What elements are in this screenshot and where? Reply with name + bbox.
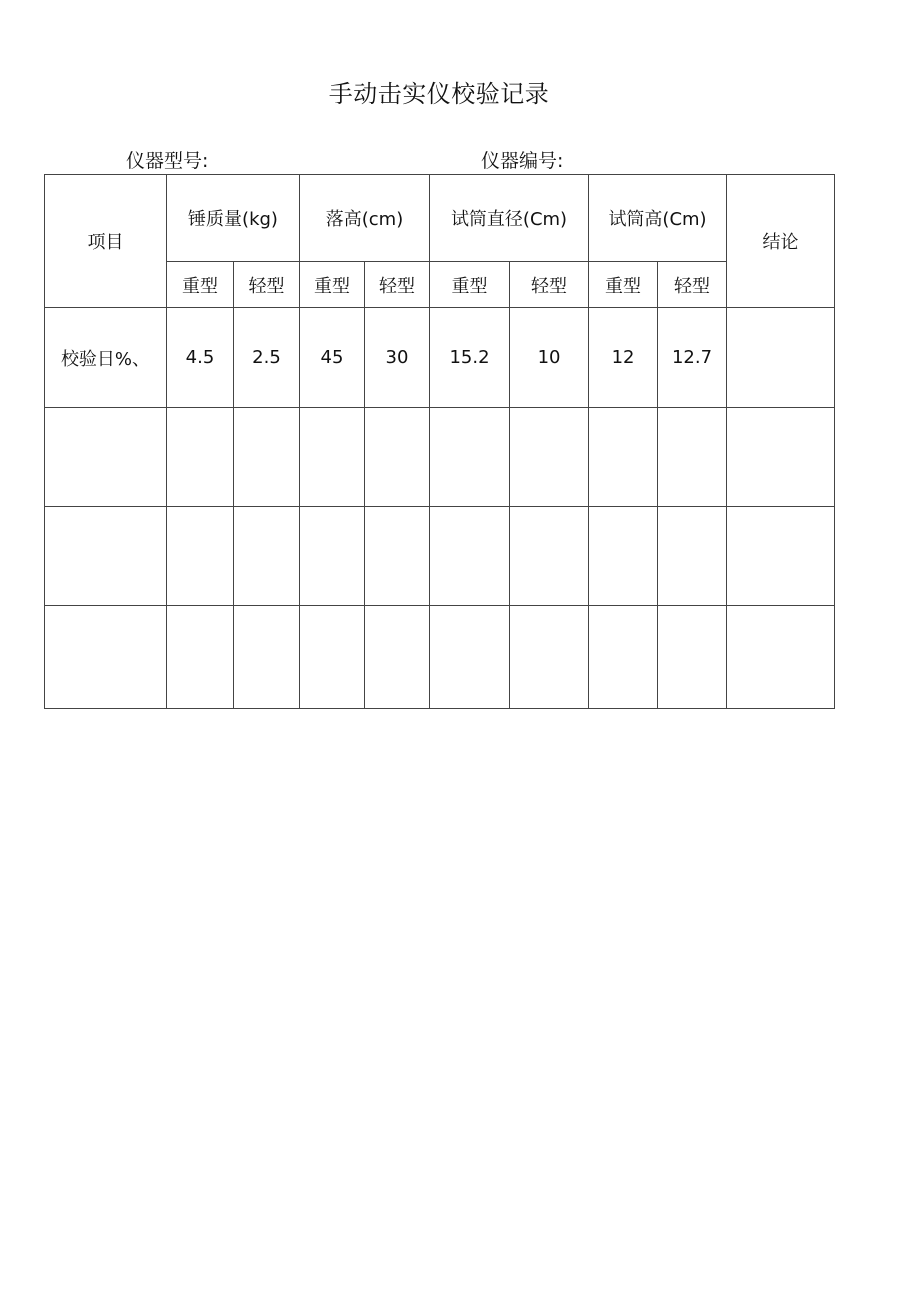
table-cell [510,507,589,606]
subheader-heavy: 重型 [430,262,510,308]
table-cell [300,408,365,507]
subheader-heavy: 重型 [300,262,365,308]
table-cell [300,507,365,606]
header-drop-height: 落高(cm) [300,175,430,262]
table-cell [510,408,589,507]
header-cylinder-diameter: 试筒直径(Cm) [430,175,589,262]
table-cell: 30 [365,308,430,408]
table-cell [430,507,510,606]
calibration-record-table [44,174,835,709]
table-cell: 2.5 [234,308,300,408]
header-hammer-mass: 锤质量(kg) [167,175,300,262]
table-cell [365,408,430,507]
subheader-light: 轻型 [365,262,430,308]
table-cell [658,606,727,709]
instrument-serial-label: 仪器编号: [481,150,564,172]
table-cell [589,507,658,606]
table-cell [430,606,510,709]
table-cell: 12.7 [658,308,727,408]
instrument-model-label: 仪器型号: [126,150,209,172]
table-cell [727,507,835,606]
subheader-light: 轻型 [234,262,300,308]
table-row [45,408,835,507]
table-header-row [45,175,835,262]
table-cell: 15.2 [430,308,510,408]
conclusion-cell [727,308,835,408]
table-row [45,308,835,408]
subheader-light: 轻型 [510,262,589,308]
header-item: 项目 [45,175,167,308]
table-cell [45,507,167,606]
table-cell [589,606,658,709]
table-cell [365,606,430,709]
table-cell: 4.5 [167,308,234,408]
header-cylinder-height: 试筒高(Cm) [589,175,727,262]
table-cell [234,408,300,507]
table-cell [430,408,510,507]
table-cell [658,507,727,606]
table-cell [167,408,234,507]
table-row [45,606,835,709]
table-cell [45,408,167,507]
table-cell [727,606,835,709]
subheader-light: 轻型 [658,262,727,308]
table-cell [167,507,234,606]
table-cell [365,507,430,606]
table-cell [589,408,658,507]
table-cell: 45 [300,308,365,408]
page-title: 手动击实仪校验记录 [328,80,550,108]
table-row [45,507,835,606]
header-conclusion: 结论 [727,175,835,308]
table-cell [658,408,727,507]
row-label: 校验日%、 [45,308,167,408]
table-cell [300,606,365,709]
table-cell: 12 [589,308,658,408]
subheader-heavy: 重型 [589,262,658,308]
table-cell: 10 [510,308,589,408]
table-cell [727,408,835,507]
table-cell [45,606,167,709]
table-cell [167,606,234,709]
table-cell [234,507,300,606]
table-cell [234,606,300,709]
subheader-heavy: 重型 [167,262,234,308]
table-cell [510,606,589,709]
